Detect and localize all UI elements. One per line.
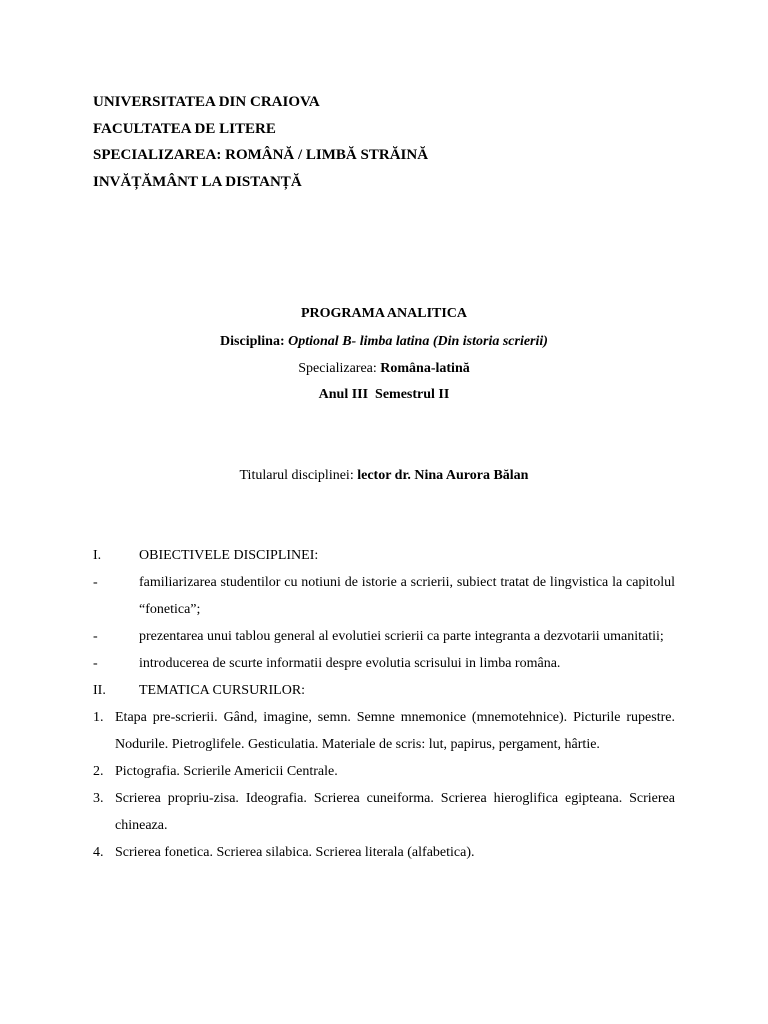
list-item-text: Etapa pre-scrierii. Gând, imagine, semn. Semne mnemonice (mnemotehnice). Picturile rupestre. Nodurile. Pietroglifele. Gesticulatia. Materiale de scris: lut, papirus, pergament, hârtie. xyxy=(115,710,675,752)
section-heading xyxy=(93,542,675,569)
section-numeral: I. xyxy=(93,548,102,563)
section-title: OBIECTIVELE DISCIPLINEI: xyxy=(139,548,319,563)
list-item-text: Scrierea propriu-zisa. Ideografia. Scrierea cuneiforma. Scrierea hieroglifica egipteana. Scrierea chineaza. xyxy=(115,791,675,833)
university-name: UNIVERSITATEA DIN CRAIOVA xyxy=(93,94,320,110)
discipline-line xyxy=(0,334,768,350)
item-number: 2. xyxy=(93,764,104,779)
section-numeral: II. xyxy=(93,683,106,698)
bullet-marker: - xyxy=(93,575,98,590)
bullet-marker: - xyxy=(93,656,98,671)
list-item xyxy=(93,839,675,866)
list-item xyxy=(93,650,675,677)
specialization-label: Specializarea: xyxy=(298,361,377,376)
item-number: 4. xyxy=(93,845,104,860)
list-item-text: Pictografia. Scrierile Americii Centrale. xyxy=(115,764,338,779)
item-number: 3. xyxy=(93,791,104,806)
program-title: PROGRAMA ANALITICA xyxy=(300,306,468,321)
course-holder xyxy=(0,468,768,484)
item-number: 1. xyxy=(93,710,104,725)
section-heading xyxy=(93,677,675,704)
institution-header xyxy=(93,92,428,198)
list-item xyxy=(93,758,675,785)
year-semester: Anul III Semestrul II xyxy=(318,387,450,402)
list-item-text: familiarizarea studentilor cu notiuni de istorie a scrierii, subiect tratat de lingvistica la capitolul “fonetica”; xyxy=(139,575,675,617)
list-item-text: Scrierea fonetica. Scrierea silabica. Scrierea literala (alfabetica). xyxy=(115,845,475,860)
faculty-name: FACULTATEA DE LITERE xyxy=(93,120,276,137)
list-item-text: prezentarea unui tablou general al evolutiei scrierii ca parte integranta a dezvotarii umanitatii; xyxy=(139,629,664,644)
holder-value: lector dr. Nina Aurora Bălan xyxy=(357,468,529,483)
specialization-line: SPECIALIZAREA: ROMÂNĂ / LIMBĂ STRĂINĂ xyxy=(93,147,429,163)
discipline-label: Disciplina: xyxy=(220,334,285,349)
discipline-value: Optional B- limba latina (Din istoria scrierii) xyxy=(288,334,548,349)
list-item xyxy=(93,623,675,650)
list-item xyxy=(93,785,675,839)
list-item-text: introducerea de scurte informatii despre evolutia scrisului in limba româna. xyxy=(139,656,561,671)
specialization-info xyxy=(0,361,768,377)
list-item xyxy=(93,569,675,623)
section-objectives xyxy=(93,542,675,866)
bullet-marker: - xyxy=(93,629,98,644)
specialization-value: Româna-latină xyxy=(380,361,470,376)
holder-label: Titularul disciplinei: xyxy=(239,468,354,483)
education-mode: INVĂȚĂMÂNT LA DISTANȚĂ xyxy=(93,173,302,190)
list-item xyxy=(93,704,675,758)
section-title: TEMATICA CURSURILOR: xyxy=(139,683,306,698)
